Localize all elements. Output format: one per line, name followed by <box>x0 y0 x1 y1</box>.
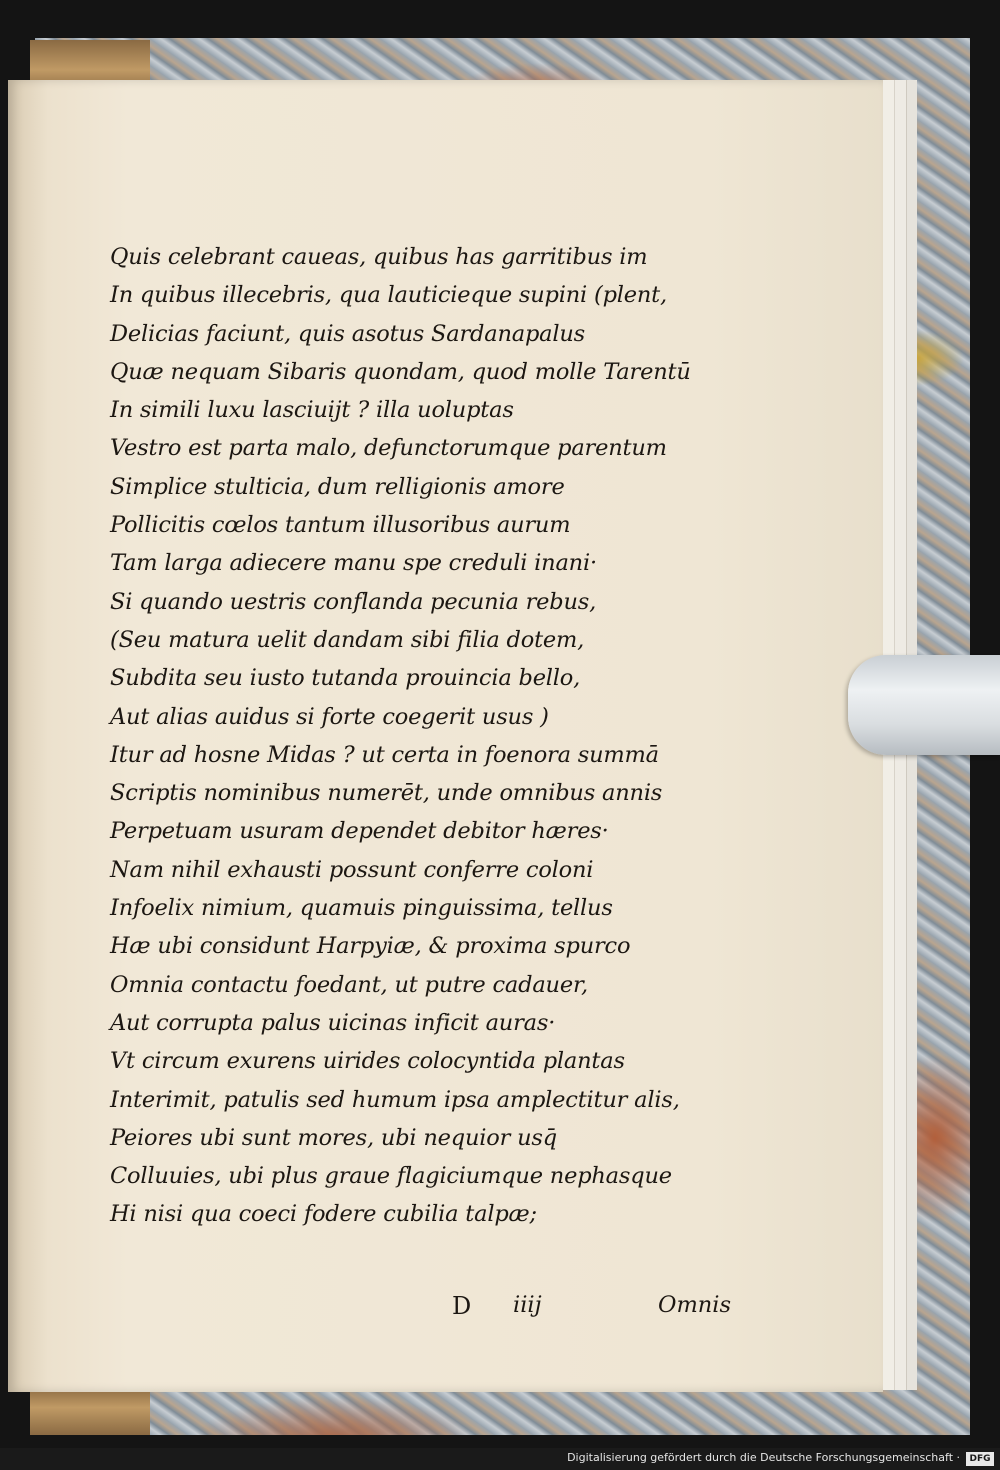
text-line: Colluuies, ubi plus graue flagiciumque nephasque <box>110 1163 672 1190</box>
text-line: Scriptis nominibus numerēt, unde omnibus annis <box>110 780 663 807</box>
catchword: Omnis <box>658 1292 732 1318</box>
dfg-logo: DFG <box>966 1452 994 1466</box>
text-line: Pollicitis cœlos tantum illusoribus aurum <box>110 512 571 539</box>
text-line: Subdita seu iusto tutanda prouincia bello, <box>110 665 581 692</box>
text-line: Itur ad hosne Midas ? ut certa in foenora summā <box>110 741 659 768</box>
text-line: Peiores ubi sunt mores, ubi nequior usq̄ <box>110 1124 557 1151</box>
text-line: Quæ nequam Sibaris quondam, quod molle Tarentū <box>110 358 691 385</box>
book-page <box>8 80 883 1392</box>
credit-bar <box>0 1448 1000 1470</box>
text-line: Tam larga adiecere manu spe creduli inani· <box>110 550 597 577</box>
text-line: Nam nihil exhausti possunt conferre coloni <box>110 856 594 883</box>
page-footer <box>8 1292 908 1332</box>
text-line: Infoelix nimium, quamuis pinguissima, tellus <box>110 895 613 922</box>
text-line: Quis celebrant caueas, quibus has garritibus im <box>110 244 648 270</box>
text-line: Aut corrupta palus uicinas inficit auras· <box>110 1009 556 1036</box>
text-line: (Seu matura uelit dandam sibi filia dotem, <box>110 626 585 653</box>
text-line: In quibus illecebris, qua lauticieque supini (plent, <box>110 282 667 309</box>
text-line: Hi nisi qua coeci fodere cubilia talpæ; <box>110 1201 537 1228</box>
clip-clasp <box>848 655 1000 755</box>
poem-text <box>110 238 750 1234</box>
text-line: Aut alias auidus si forte coegerit usus ) <box>110 703 549 730</box>
text-line: Vt circum exurens uirides colocyntida plantas <box>110 1048 625 1075</box>
text-line: Si quando uestris conflanda pecunia rebus, <box>110 588 597 615</box>
text-line: Perpetuam usuram dependet debitor hæres· <box>110 818 609 845</box>
credit-text: Digitalisierung gefördert durch die Deutsche Forschungsgemeinschaft · <box>567 1451 960 1464</box>
text-line: Hæ ubi considunt Harpyiæ, & proxima spurco <box>110 933 631 960</box>
text-line: In simili luxu lasciuijt ? illa uoluptas <box>110 397 514 424</box>
text-line: Vestro est parta malo, defunctorumque parentum <box>110 435 667 462</box>
text-line: Interimit, patulis sed humum ipsa amplectitur alis, <box>110 1086 680 1113</box>
signature-mark: D <box>452 1292 472 1320</box>
folio-number: iiij <box>513 1292 542 1318</box>
text-line: Delicias faciunt, quis asotus Sardanapalus <box>110 320 586 347</box>
text-line: Simplice stulticia, dum relligionis amore <box>110 473 565 500</box>
text-line: Omnia contactu foedant, ut putre cadauer, <box>110 971 588 998</box>
